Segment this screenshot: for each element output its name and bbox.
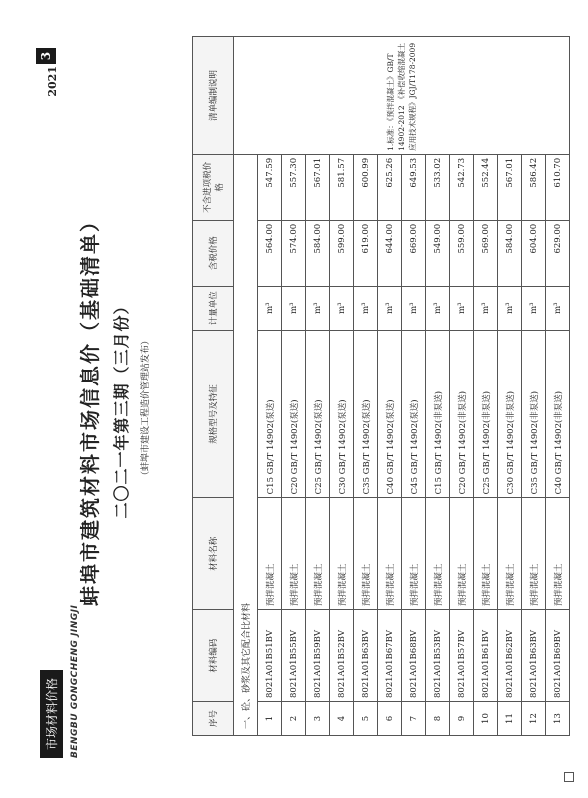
row-spec: C30 GB/T 14902(泵送): [330, 330, 354, 498]
row-code: 8021A01B63BV: [522, 610, 546, 702]
row-price: 584.00: [498, 220, 522, 286]
section-label: 一、砼、砂浆及其它配合比材料: [234, 154, 258, 735]
row-price-ex: 586.42: [522, 154, 546, 220]
row-spec: C25 GB/T 14902(非泵送): [474, 330, 498, 498]
row-price-ex: 581.57: [330, 154, 354, 220]
row-price-ex: 533.02: [426, 154, 450, 220]
row-no: 8: [426, 702, 450, 736]
col-header-price: 含税价格: [193, 220, 234, 286]
row-spec: C45 GB/T 14902(泵送): [402, 330, 426, 498]
row-price: 619.00: [354, 220, 378, 286]
col-header-note: 清单编制说明: [193, 37, 234, 155]
row-unit: m³: [354, 286, 378, 330]
row-no: 4: [330, 702, 354, 736]
row-spec: C25 GB/T 14902(泵送): [306, 330, 330, 498]
page-subtitle: 二〇二一年第三期（三月份）: [112, 297, 131, 519]
page-title: 蚌埠市建筑材料市场信息价（基础清单）: [78, 210, 102, 606]
publisher-line: （蚌埠市建设工程造价管理站发布）: [141, 336, 151, 481]
row-spec: C40 GB/T 14902(非泵送): [546, 330, 570, 498]
row-no: 7: [402, 702, 426, 736]
row-price-ex: 600.99: [354, 154, 378, 220]
section-badge: 市场材料价格: [40, 670, 63, 758]
row-spec: C35 GB/T 14902(非泵送): [522, 330, 546, 498]
row-spec: C20 GB/T 14902(泵送): [282, 330, 306, 498]
row-code: 8021A01B52BV: [330, 610, 354, 702]
table-header-row: [193, 37, 234, 736]
row-price-ex: 610.70: [546, 154, 570, 220]
row-unit: m³: [522, 286, 546, 330]
row-unit: m³: [450, 286, 474, 330]
page-header: [8, 38, 80, 758]
row-name: 预拌混凝土: [474, 498, 498, 610]
row-no: 1: [258, 702, 282, 736]
row-price: 599.00: [330, 220, 354, 286]
row-price: 604.00: [522, 220, 546, 286]
row-price-ex: 567.01: [498, 154, 522, 220]
row-code: 8021A01B61BV: [474, 610, 498, 702]
row-spec: C15 GB/T 14902(泵送): [258, 330, 282, 498]
row-code: 8021A01B55BV: [282, 610, 306, 702]
row-code: 8021A01B62BV: [498, 610, 522, 702]
row-spec: C40 GB/T 14902(泵送): [378, 330, 402, 498]
row-unit: m³: [402, 286, 426, 330]
row-name: 预拌混凝土: [282, 498, 306, 610]
row-no: 9: [450, 702, 474, 736]
row-price: 629.00: [546, 220, 570, 286]
row-unit: m³: [546, 286, 570, 330]
magazine-name: BENGBU GONGCHENG JINGJI: [70, 604, 80, 758]
row-name: 预拌混凝土: [498, 498, 522, 610]
col-header-no: 序号: [193, 702, 234, 736]
row-price-ex: 567.01: [306, 154, 330, 220]
row-code: 8021A01B57BV: [450, 610, 474, 702]
row-code: 8021A01B67BV: [378, 610, 402, 702]
row-name: 预拌混凝土: [402, 498, 426, 610]
row-spec: C35 GB/T 14902(泵送): [354, 330, 378, 498]
section-row: [234, 37, 258, 736]
row-name: 预拌混凝土: [546, 498, 570, 610]
corner-marker: [564, 772, 574, 782]
row-code: 8021A01B63BV: [354, 610, 378, 702]
row-price: 584.00: [306, 220, 330, 286]
price-table: [192, 36, 570, 736]
row-code: 8021A01B59BV: [306, 610, 330, 702]
row-no: 6: [378, 702, 402, 736]
col-header-code: 材料编码: [193, 610, 234, 702]
row-name: 预拌混凝土: [354, 498, 378, 610]
row-price: 549.00: [426, 220, 450, 286]
row-unit: m³: [306, 286, 330, 330]
row-unit: m³: [258, 286, 282, 330]
col-header-price-ex: 不含进项税价格: [193, 154, 234, 220]
row-unit: m³: [474, 286, 498, 330]
row-price-ex: 542.73: [450, 154, 474, 220]
row-unit: m³: [498, 286, 522, 330]
row-code: 8021A01B69BV: [546, 610, 570, 702]
title-block: [74, 88, 151, 728]
row-price: 564.00: [258, 220, 282, 286]
row-name: 预拌混凝土: [522, 498, 546, 610]
row-price-ex: 649.53: [402, 154, 426, 220]
row-name: 预拌混凝土: [258, 498, 282, 610]
row-no: 5: [354, 702, 378, 736]
row-name: 预拌混凝土: [426, 498, 450, 610]
row-no: 2: [282, 702, 306, 736]
row-price-ex: 557.30: [282, 154, 306, 220]
row-price: 559.00: [450, 220, 474, 286]
row-no: 3: [306, 702, 330, 736]
row-price-ex: 625.26: [378, 154, 402, 220]
issue-number: 3: [36, 48, 56, 64]
row-spec: C30 GB/T 14902(非泵送): [498, 330, 522, 498]
row-name: 预拌混凝土: [306, 498, 330, 610]
row-spec: C20 GB/T 14902(非泵送): [450, 330, 474, 498]
row-code: 8021A01B68BV: [402, 610, 426, 702]
row-price-ex: 552.44: [474, 154, 498, 220]
row-name: 预拌混凝土: [378, 498, 402, 610]
col-header-unit: 计量单位: [193, 286, 234, 330]
row-price: 669.00: [402, 220, 426, 286]
row-code: 8021A01B53BV: [426, 610, 450, 702]
row-no: 12: [522, 702, 546, 736]
row-unit: m³: [378, 286, 402, 330]
row-name: 预拌混凝土: [450, 498, 474, 610]
row-price-ex: 547.59: [258, 154, 282, 220]
col-header-spec: 规格型号及特征: [193, 330, 234, 498]
row-name: 预拌混凝土: [330, 498, 354, 610]
row-code: 8021A01B51BV: [258, 610, 282, 702]
row-no: 10: [474, 702, 498, 736]
row-price: 569.00: [474, 220, 498, 286]
row-price: 644.00: [378, 220, 402, 286]
year-label: 2021: [46, 66, 59, 97]
row-unit: m³: [426, 286, 450, 330]
row-no: 11: [498, 702, 522, 736]
spec-note: 1.标准：《预拌混凝土》GB/T 14902-2012 《补偿收缩混凝土应用技术规程》JGJ/T178-2009: [234, 37, 570, 155]
table-body: [234, 37, 570, 736]
row-spec: C15 GB/T 14902(非泵送): [426, 330, 450, 498]
col-header-name: 材料名称: [193, 498, 234, 610]
row-unit: m³: [282, 286, 306, 330]
row-price: 574.00: [282, 220, 306, 286]
row-no: 13: [546, 702, 570, 736]
row-unit: m³: [330, 286, 354, 330]
